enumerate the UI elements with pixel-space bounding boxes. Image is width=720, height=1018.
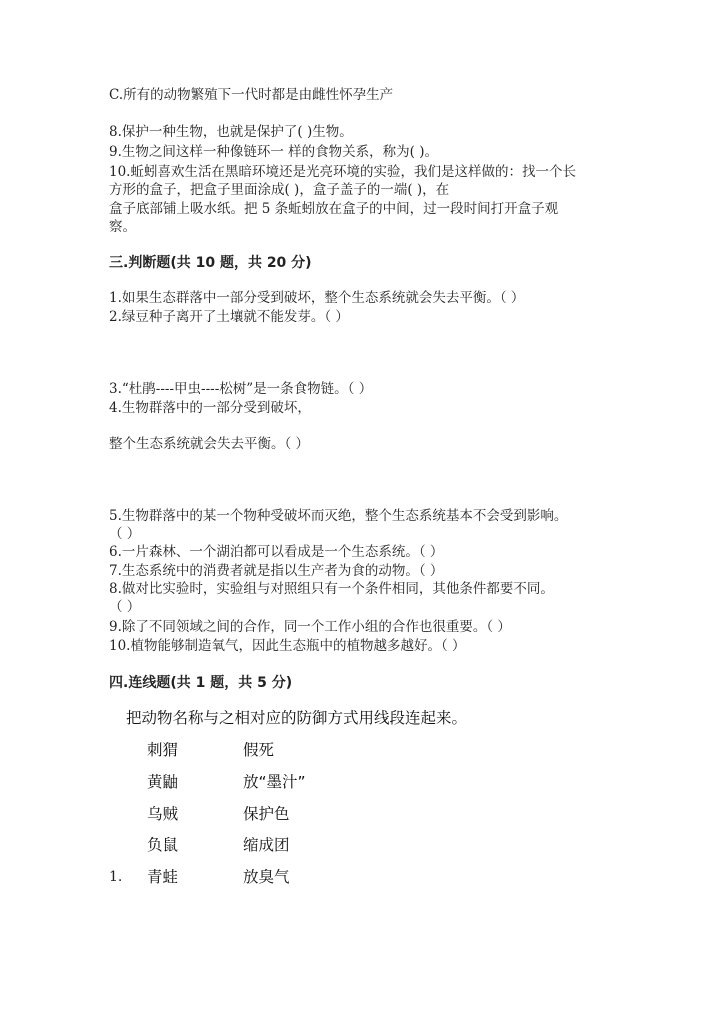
question-10-line-4: 察。 [109, 219, 136, 235]
question-8: 8.保护一种生物，也就是保护了( )生物。 [109, 124, 353, 140]
judge-question-6: 6.一片森林、一个湖泊都可以看成是一个生态系统。（ ） [109, 544, 444, 560]
judge-question-9: 9.除了不同领域之间的合作，同一个工作小组的合作也很重要。（ ） [109, 619, 511, 635]
section-4-title: 四.连线题(共 1 题，共 5 分) [109, 675, 293, 691]
matching-question-number: 1. [109, 869, 123, 885]
defense-item: 假死 [243, 741, 275, 759]
question-9: 9.生物之间这样一种像链环一 样的食物关系，称为( )。 [109, 144, 438, 160]
judge-question-10: 10.植物能够制造氧气，因此生态瓶中的植物越多越好。（ ） [109, 638, 466, 654]
judge-question-7: 7.生态系统中的消费者就是指以生产者为食的动物。（ ） [109, 563, 444, 579]
defense-item: 保护色 [243, 805, 290, 823]
defense-item: 缩成团 [243, 836, 290, 854]
animal-item: 负鼠 [147, 836, 179, 854]
judge-question-1: 1.如果生态群落中一部分受到破坏，整个生态系统就会失去平衡。（ ） [109, 290, 525, 306]
option-c: C.所有的动物繁殖下一代时都是由雌性怀孕生产 [109, 87, 394, 103]
defense-item: 放臭气 [243, 868, 290, 886]
defense-item: 放“墨汁” [243, 773, 306, 791]
judge-question-8-line-1: 8.做对比实验时，实验组与对照组只有一个条件相同，其他条件都要不同。 [109, 581, 554, 597]
judge-question-5-line-2: （ ） [109, 526, 141, 542]
judge-question-4-line-1: 4.生物群落中的一部分受到破坏， [109, 400, 311, 416]
judge-question-5-line-1: 5.生物群落中的某一个物种受破坏而灭绝，整个生态系统基本不会受到影响。 [109, 508, 568, 524]
judge-question-3: 3.“杜鹃----甲虫----松树”是一条食物链。（ ） [109, 381, 373, 397]
question-10-line-1: 10.蚯蚓喜欢生活在黑暗环境还是光亮环境的实验，我们是这样做的：找一个长 [109, 164, 576, 180]
question-10-line-2: 方形的盒子，把盒子里面涂成( )，盒子盖子的一端( )，在 [109, 182, 450, 198]
animal-item: 青蛙 [147, 868, 179, 886]
judge-question-8-line-2: （ ） [109, 599, 141, 615]
judge-question-4-line-2: 整个生态系统就会失去平衡。（ ） [109, 436, 310, 452]
question-10-line-3: 盒子底部铺上吸水纸。把 5 条蚯蚓放在盒子的中间，过一段时间打开盒子观 [109, 201, 559, 217]
section-3-title: 三.判断题(共 10 题，共 20 分) [109, 255, 312, 271]
animal-item: 乌贼 [147, 805, 179, 823]
judge-question-2: 2.绿豆种子离开了土壤就不能发芽。（ ） [109, 309, 349, 325]
animal-item: 黄鼬 [147, 773, 179, 791]
matching-instruction: 把动物名称与之相对应的防御方式用线段连起来。 [126, 709, 468, 727]
animal-item: 刺猬 [147, 741, 179, 759]
